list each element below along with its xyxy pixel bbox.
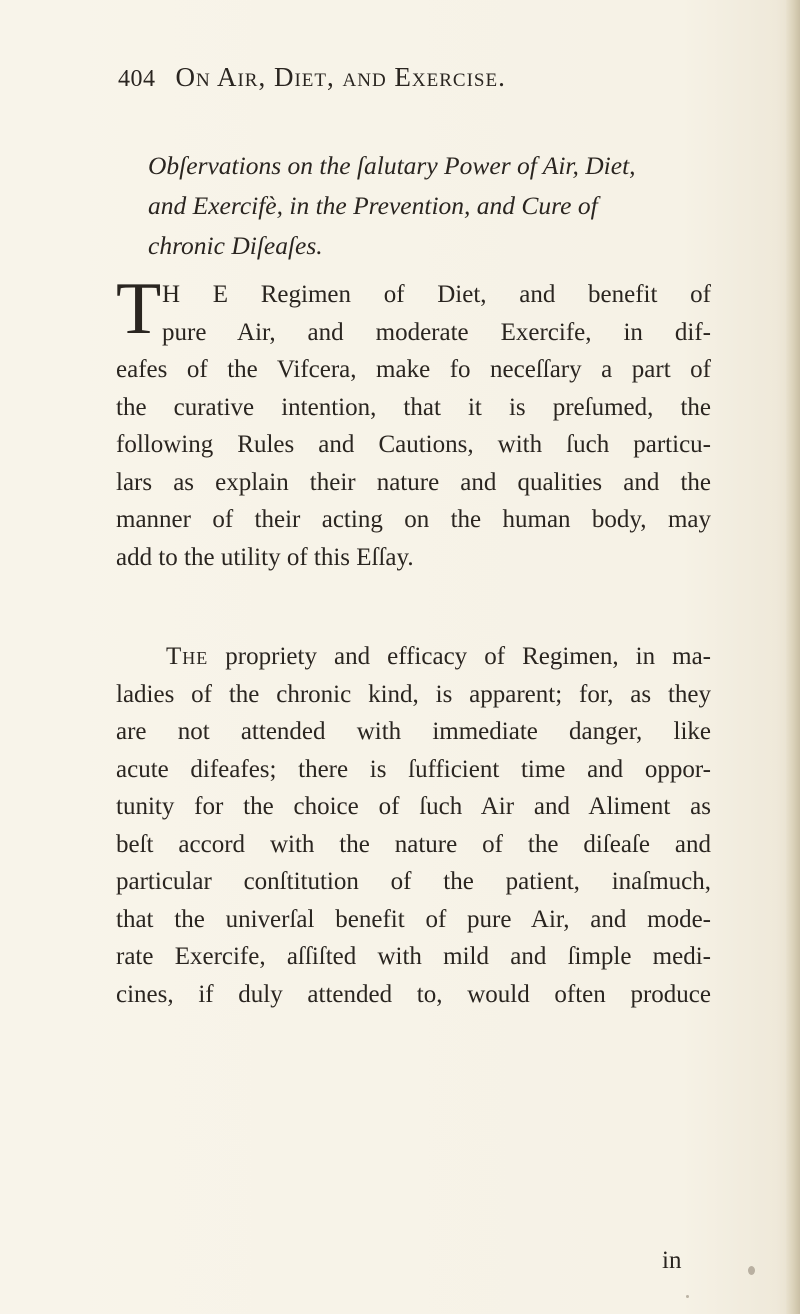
- drop-cap: T: [116, 268, 162, 350]
- text-line: add to the utility of this Eſſay.: [116, 543, 414, 571]
- text-line: tunity for the choice of ſuch Air and Aliment as: [116, 793, 711, 820]
- title-line: and Exercifè, in the Prevention, and Cure of: [148, 191, 598, 220]
- ink-speck: [686, 1295, 689, 1298]
- text-line: manner of their acting on the human body, may: [116, 506, 711, 533]
- text-line: eafes of the Vifcera, make fo neceſſary a part of: [116, 356, 711, 383]
- text-line: H E Regimen of Diet, and benefit of: [162, 281, 711, 308]
- running-head: [118, 62, 678, 102]
- text-line: cines, if duly attended to, would often produce: [116, 980, 711, 1008]
- text-line: following Rules and Cautions, with ſuch particu-: [116, 431, 711, 458]
- page-edge: [786, 0, 800, 1314]
- page-number: 404: [118, 66, 156, 92]
- lead-line-text: propriety and efficacy of Regimen, in ma-: [208, 643, 711, 670]
- text-line: beſt accord with the nature of the diſeaſe and: [116, 830, 711, 858]
- ink-speck: [748, 1266, 755, 1275]
- paragraph-2: [116, 638, 711, 1013]
- text-line: ladies of the chronic kind, is apparent; for, as they: [116, 680, 711, 708]
- text-line: that the univerſal benefit of pure Air, and mode-: [116, 905, 711, 933]
- text-line: rate Exercife, aſſiſted with mild and ſimple medi-: [116, 943, 711, 970]
- title-line: Obſervations on the ſalutary Power of Air, Diet,: [148, 151, 636, 180]
- text-line: pure Air, and moderate Exercife, in dif-: [162, 318, 711, 346]
- text-line: the curative intention, that it is preſumed, the: [116, 393, 711, 421]
- paragraph-1: [116, 276, 711, 576]
- lead-word: The: [166, 643, 209, 670]
- text-line: are not attended with immediate danger, like: [116, 718, 711, 745]
- text-line: [116, 638, 711, 676]
- section-title: [148, 146, 708, 266]
- title-line: chronic Diſeaſes.: [148, 231, 323, 260]
- text-line: acute difeafes; there is ſufficient time and oppor-: [116, 755, 711, 783]
- running-head-title: On Air, Diet, and Exercise.: [175, 62, 506, 92]
- text-line: lars as explain their nature and qualities and the: [116, 468, 711, 496]
- text-line: particular conſtitution of the patient, inaſmuch,: [116, 868, 711, 895]
- catchword: in: [662, 1247, 682, 1274]
